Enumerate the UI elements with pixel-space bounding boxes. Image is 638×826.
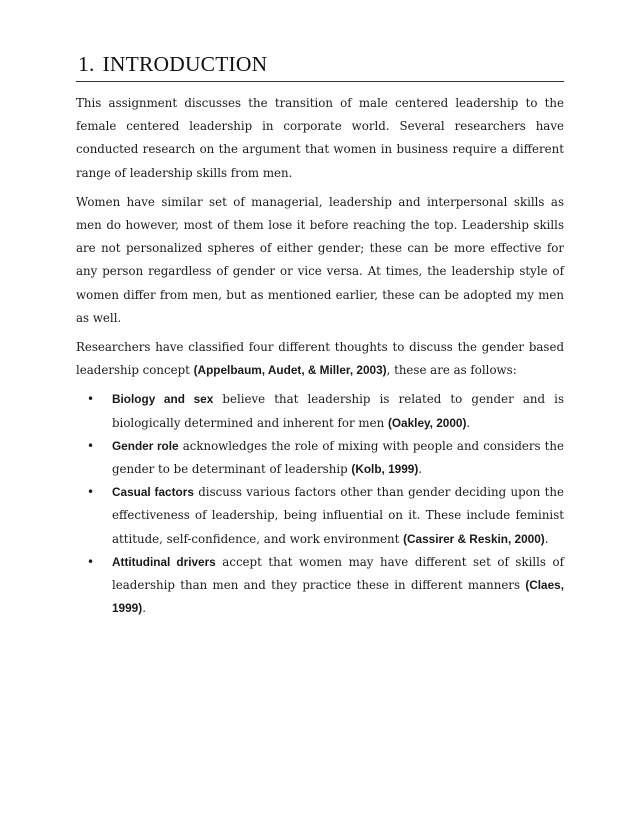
paragraph-text-end: , these are as follows: xyxy=(386,363,517,378)
list-item xyxy=(76,435,564,481)
bullet-icon: • xyxy=(87,554,95,569)
bullet-term: Attitudinal drivers xyxy=(112,554,216,569)
list-item xyxy=(76,388,564,434)
paragraph-text: Researchers have classified four different thoughts to discuss the gender based leadership concept xyxy=(76,340,564,378)
section-title: INTRODUCTION xyxy=(102,52,268,76)
citation: (Claes, 1999) xyxy=(112,578,564,616)
bullet-end: . xyxy=(544,531,549,546)
bullet-term: Gender role xyxy=(112,438,179,453)
bullet-icon: • xyxy=(87,485,95,500)
paragraph-text: This assignment discusses the transition of male centered leadership to the female centered leadership in corporate world. Several researchers have conducted research on the argument that women in business require a different range of leadership skills from men. xyxy=(76,96,564,180)
bullet-icon: • xyxy=(87,392,95,407)
citation: (Cassirer & Reskin, 2000) xyxy=(403,531,545,546)
bullet-text: accept that women may have different set of skills of leadership than men and they practice these in different manners xyxy=(112,554,564,593)
bullet-text: believe that leadership is related to gender and is biologically determined and inherent for men xyxy=(112,392,565,430)
citation: (Appelbaum, Audet, & Miller, 2003) xyxy=(193,363,387,378)
paragraph-classification xyxy=(76,336,564,382)
bullet-text: discuss various factors other than gender deciding upon the effectiveness of leadership, being influential on it. These include feminist attitude, self-confidence, and work environment xyxy=(112,485,564,546)
bullet-end: . xyxy=(142,601,146,616)
bullet-end: . xyxy=(466,415,471,430)
section-number: 1. xyxy=(78,52,95,76)
list-item xyxy=(76,551,564,621)
paragraph-intro xyxy=(76,92,564,185)
bullet-end: . xyxy=(418,462,423,477)
bullet-icon: • xyxy=(87,438,95,453)
bullet-text: acknowledges the role of mixing with people and considers the gender to be determinant of leadership xyxy=(112,438,564,477)
paragraph-skills xyxy=(76,191,564,330)
section-heading xyxy=(76,52,564,81)
paragraph-text: Women have similar set of managerial, leadership and interpersonal skills as men do however, most of them lose it before reaching the top. Leadership skills are not personalized spheres of either gender; these can be more effective for any person regardless of gender or vice versa. At times, the leadership style of women differ from men, but as mentioned earlier, these can be adopted my men as well. xyxy=(76,194,564,325)
bullet-term: Biology and sex xyxy=(112,392,214,407)
heading-rule xyxy=(76,81,564,82)
citation: (Kolb, 1999) xyxy=(351,462,419,477)
bullet-term: Casual factors xyxy=(112,485,194,500)
list-item xyxy=(76,481,564,551)
document-page xyxy=(76,52,564,620)
thought-list xyxy=(76,388,564,620)
citation: (Oakley, 2000) xyxy=(387,415,467,430)
